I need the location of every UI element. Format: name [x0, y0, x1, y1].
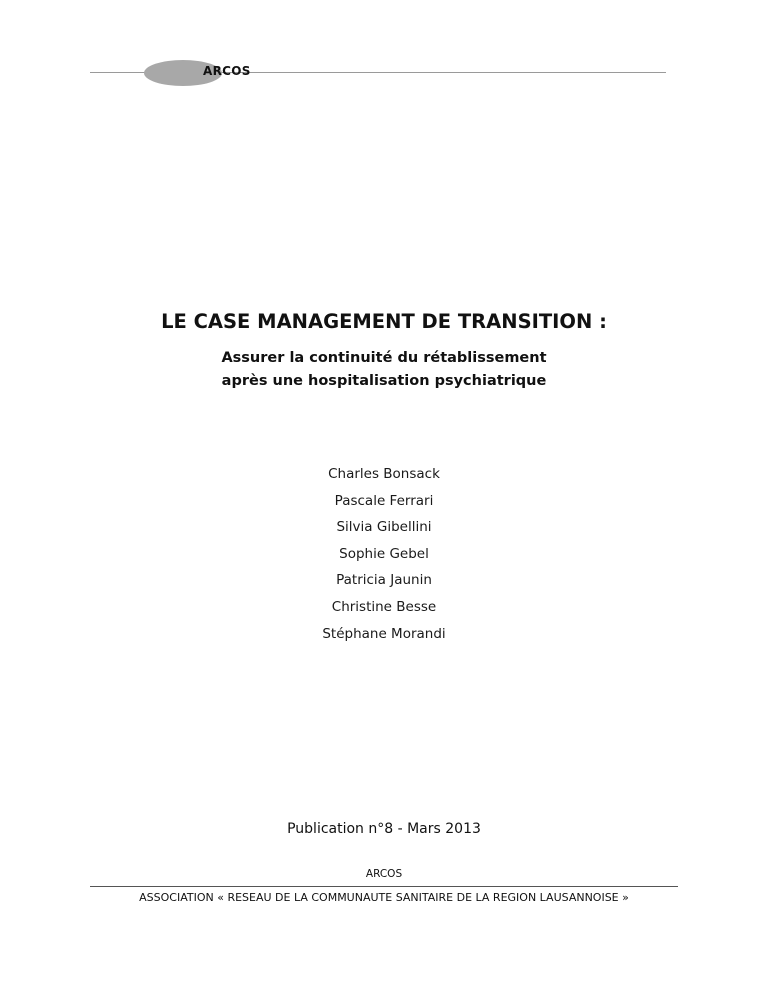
footer-rule: [90, 886, 678, 887]
document-title: LE CASE MANAGEMENT DE TRANSITION :: [161, 310, 607, 333]
author-name: Pascale Ferrari: [334, 492, 434, 509]
author-name: Silvia Gibellini: [336, 519, 432, 536]
document-subtitle-line-1: Assurer la continuité du rétablissement: [221, 350, 547, 366]
author-list: [0, 461, 768, 647]
author-name: Stéphane Morandi: [322, 625, 446, 642]
document-subtitle-line-2: après une hospitalisation psychiatrique: [221, 373, 547, 389]
publication-info: Publication n°8 - Mars 2013: [287, 821, 481, 837]
header-brand: ARCOS: [203, 64, 251, 78]
author-name: Christine Besse: [331, 598, 437, 615]
footer-association: ASSOCIATION « RESEAU DE LA COMMUNAUTE SANITAIRE DE LA REGION LAUSANNOISE »: [139, 891, 629, 904]
footer-brand: ARCOS: [365, 868, 403, 880]
author-name: Charles Bonsack: [328, 466, 440, 482]
author-name: Patricia Jaunin: [336, 572, 432, 589]
author-name: Sophie Gebel: [339, 545, 429, 562]
